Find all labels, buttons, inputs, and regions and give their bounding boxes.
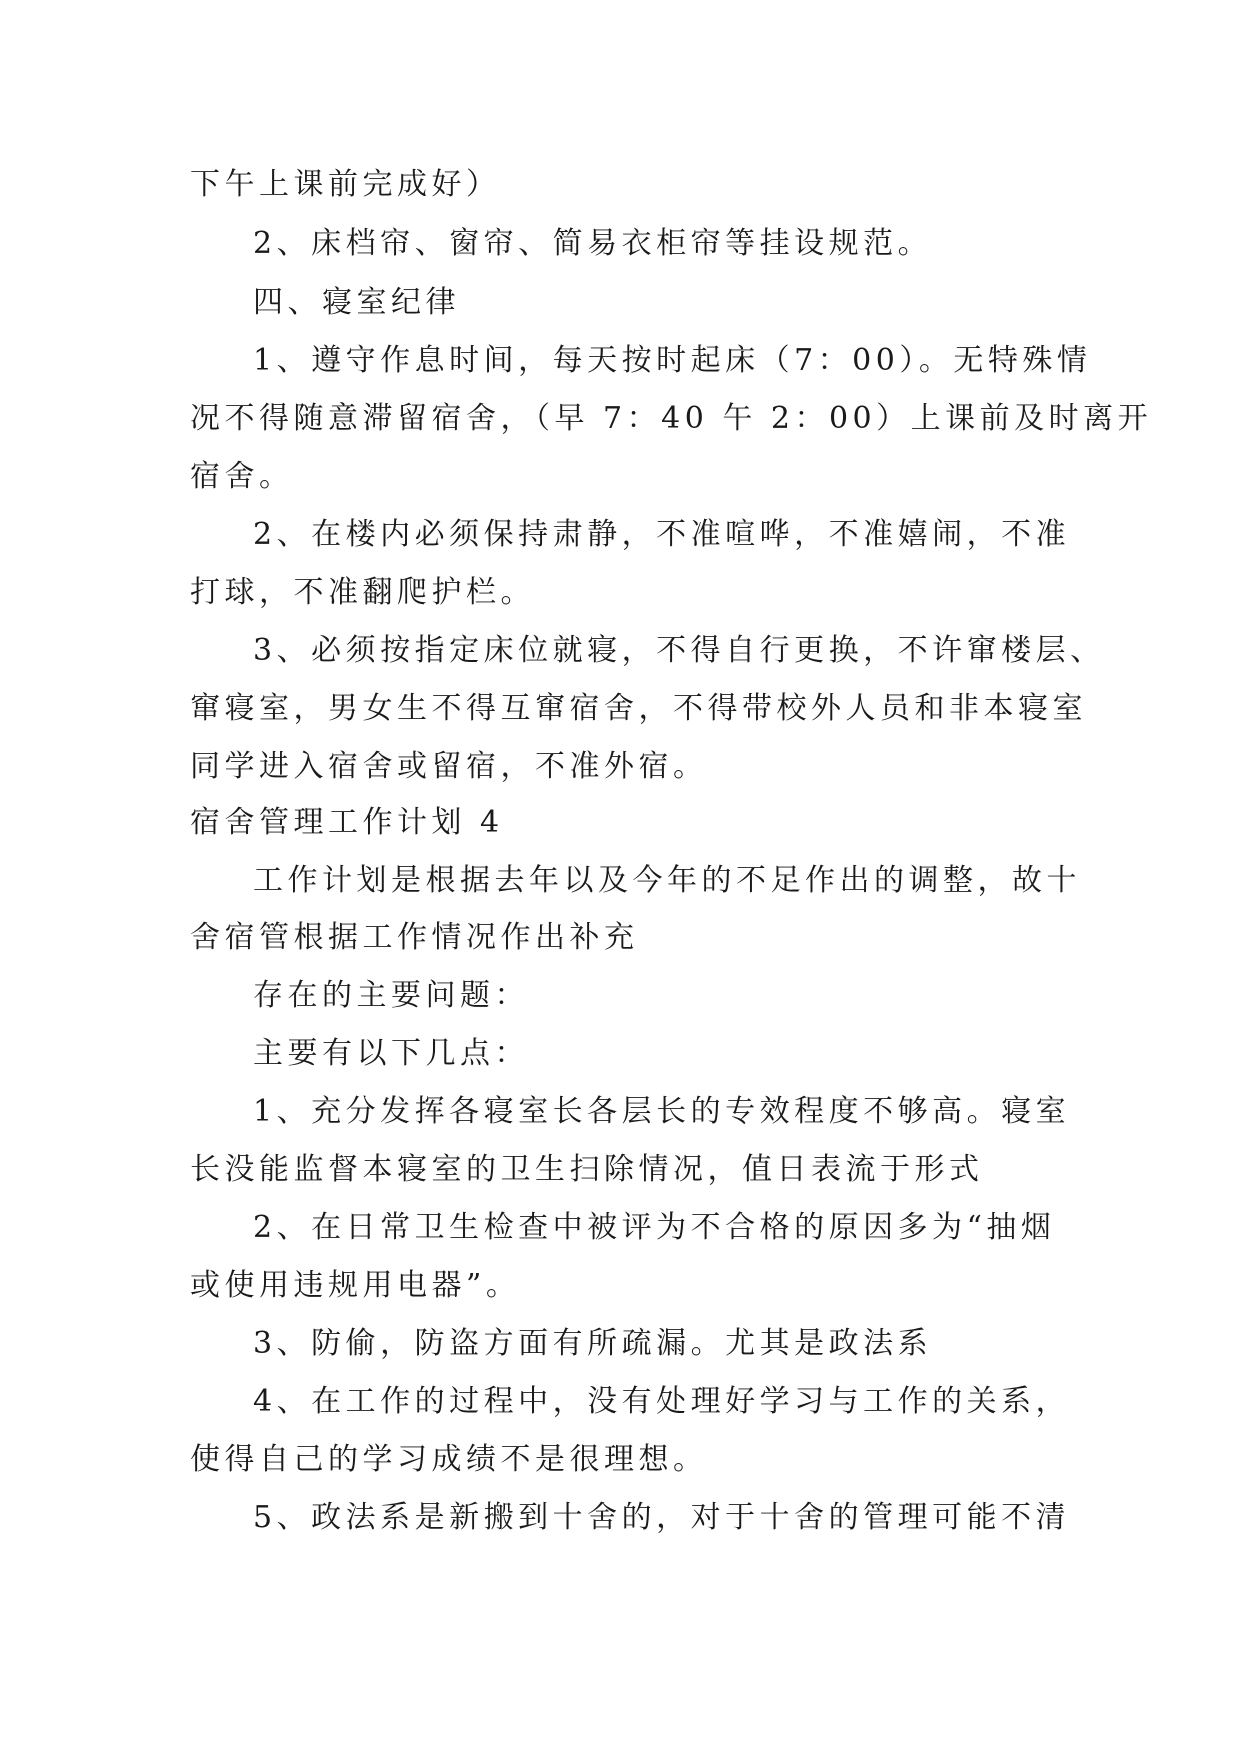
paragraph-line: 4、在工作的过程中，没有处理好学习与工作的关系， [253, 1384, 1071, 1419]
paragraph-line: 窜寝室，男女生不得互窜宿舍，不得带校外人员和非本寝室 [190, 691, 1087, 726]
paragraph-line: 宿舍。 [190, 459, 294, 494]
paragraph-line: 2、床档帘、窗帘、简易衣柜帘等挂设规范。 [253, 226, 933, 261]
paragraph-line: 同学进入宿舍或留宿，不准外宿。 [190, 749, 708, 784]
paragraph-line: 下午上课前完成好） [190, 167, 501, 202]
paragraph-line: 3、防偷，防盗方面有所疏漏。尤其是政法系 [253, 1326, 933, 1361]
paragraph-line: 主要有以下几点： [253, 1036, 529, 1071]
paragraph-line: 舍宿管根据工作情况作出补充 [190, 920, 639, 955]
paragraph-line: 或使用违规用电器”。 [190, 1268, 521, 1303]
paragraph-line: 3、必须按指定床位就寝，不得自行更换，不许窜楼层、 [253, 633, 1105, 668]
paragraph-line: 长没能监督本寝室的卫生扫除情况，值日表流于形式 [190, 1152, 984, 1187]
paragraph-line: 使得自己的学习成绩不是很理想。 [190, 1442, 708, 1477]
paragraph-line: 5、政法系是新搬到十舍的，对于十舍的管理可能不清 [253, 1500, 1071, 1535]
paragraph-line: 2、在楼内必须保持肃静，不准喧哗，不准嬉闹，不准 [253, 517, 1071, 552]
paragraph-line: 工作计划是根据去年以及今年的不足作出的调整，故十 [253, 863, 1081, 898]
paragraph-line: 1、遵守作息时间，每天按时起床（7：00）。无特殊情 [253, 343, 1092, 378]
paragraph-line: 打球，不准翻爬护栏。 [190, 575, 535, 610]
paragraph-line: 2、在日常卫生检查中被评为不合格的原因多为“抽烟 [253, 1210, 1056, 1245]
section-heading: 四、寝室纪律 [253, 285, 460, 320]
document-title: 宿舍管理工作计划 4 [190, 805, 504, 840]
paragraph-line: 1、充分发挥各寝室长各层长的专效程度不够高。寝室 [253, 1094, 1071, 1129]
paragraph-line: 存在的主要问题： [253, 978, 529, 1013]
paragraph-line: 况不得随意滞留宿舍，（早 7：40 午 2：00）上课前及时离开 [190, 401, 1153, 436]
